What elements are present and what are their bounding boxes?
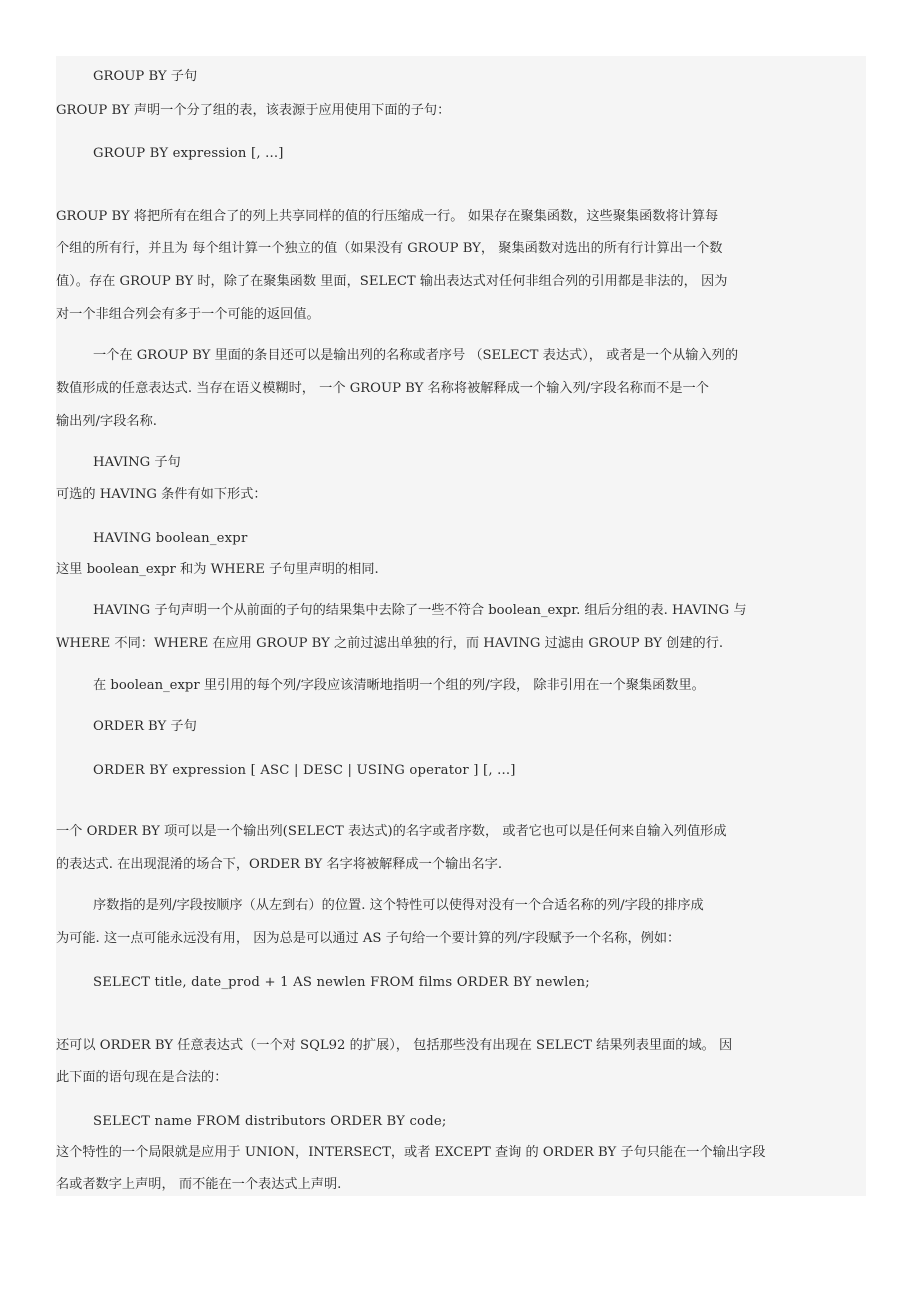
code-select-example: SELECT name FROM distributors ORDER BY code; bbox=[93, 1114, 447, 1129]
paragraph-line: 输出列/字段名称. bbox=[56, 414, 157, 429]
paragraph-line: 的表达式. 在出现混淆的场合下，ORDER BY 名字将被解释成一个输出名字. bbox=[56, 857, 503, 872]
paragraph-line: 为可能. 这一点可能永远没有用， 因为总是可以通过 AS 子句给一个要计算的列/字段赋予一个名称，例如： bbox=[56, 931, 681, 946]
heading-order-by: ORDER BY 子句 bbox=[93, 719, 197, 734]
paragraph-line: 个组的所有行，并且为 每个组计算一个独立的值（如果没有 GROUP BY， 聚集函数对选出的所有行计算出一个数 bbox=[56, 241, 723, 256]
paragraph-line: 一个在 GROUP BY 里面的条目还可以是输出列的名称或者序号 （SELECT 表达式）， 或者是一个从输入列的 bbox=[93, 348, 739, 363]
paragraph-line: GROUP BY 声明一个分了组的表，该表源于应用使用下面的子句： bbox=[56, 103, 451, 118]
document-page bbox=[56, 56, 866, 1196]
paragraph-line: 可选的 HAVING 条件有如下形式： bbox=[56, 487, 267, 502]
code-group-by-syntax: GROUP BY expression [, ...] bbox=[93, 146, 284, 161]
paragraph-line: GROUP BY 将把所有在组合了的列上共享同样的值的行压缩成一行。 如果存在聚集函数，这些聚集函数将计算每 bbox=[56, 209, 719, 224]
paragraph-line: HAVING 子句声明一个从前面的子句的结果集中去除了一些不符合 boolean_expr. 组后分组的表. HAVING 与 bbox=[93, 603, 747, 618]
code-having-syntax: HAVING boolean_expr bbox=[93, 531, 248, 546]
code-order-by-syntax: ORDER BY expression [ ASC | DESC | USING operator ] [, ...] bbox=[93, 763, 516, 778]
paragraph-line: 一个 ORDER BY 项可以是一个输出列(SELECT 表达式)的名字或者序数， 或者它也可以是任何来自输入列值形成 bbox=[56, 824, 727, 839]
paragraph-line: 此下面的语句现在是合法的： bbox=[56, 1070, 228, 1085]
paragraph-line: 名或者数字上声明， 而不能在一个表达式上声明. bbox=[56, 1177, 342, 1192]
paragraph-line: 这里 boolean_expr 和为 WHERE 子句里声明的相同. bbox=[56, 562, 379, 577]
paragraph-line: 在 boolean_expr 里引用的每个列/字段应该清晰地指明一个组的列/字段， 除非引用在一个聚集函数里。 bbox=[93, 678, 705, 693]
heading-having: HAVING 子句 bbox=[93, 455, 181, 470]
paragraph-line: WHERE 不同：WHERE 在应用 GROUP BY 之前过滤出单独的行，而 HAVING 过滤由 GROUP BY 创建的行. bbox=[56, 636, 724, 651]
paragraph-line: 数值形成的任意表达式. 当存在语义模糊时， 一个 GROUP BY 名称将被解释成一个输入列/字段名称而不是一个 bbox=[56, 381, 709, 396]
paragraph-line: 序数指的是列/字段按顺序（从左到右）的位置. 这个特性可以使得对没有一个合适名称的列/字段的排序成 bbox=[93, 898, 704, 913]
paragraph-line: 还可以 ORDER BY 任意表达式（一个对 SQL92 的扩展）， 包括那些没有出现在 SELECT 结果列表里面的域。 因 bbox=[56, 1038, 733, 1053]
paragraph-line: 值）。存在 GROUP BY 时，除了在聚集函数 里面，SELECT 输出表达式对任何非组合列的引用都是非法的， 因为 bbox=[56, 274, 728, 289]
heading-group-by: GROUP BY 子句 bbox=[93, 69, 198, 84]
code-select-example: SELECT title, date_prod + 1 AS newlen FROM films ORDER BY newlen; bbox=[93, 975, 590, 990]
paragraph-line: 这个特性的一个局限就是应用于 UNION，INTERSECT，或者 EXCEPT 查询 的 ORDER BY 子句只能在一个输出字段 bbox=[56, 1145, 766, 1160]
paragraph-line: 对一个非组合列会有多于一个可能的返回值。 bbox=[56, 307, 320, 322]
